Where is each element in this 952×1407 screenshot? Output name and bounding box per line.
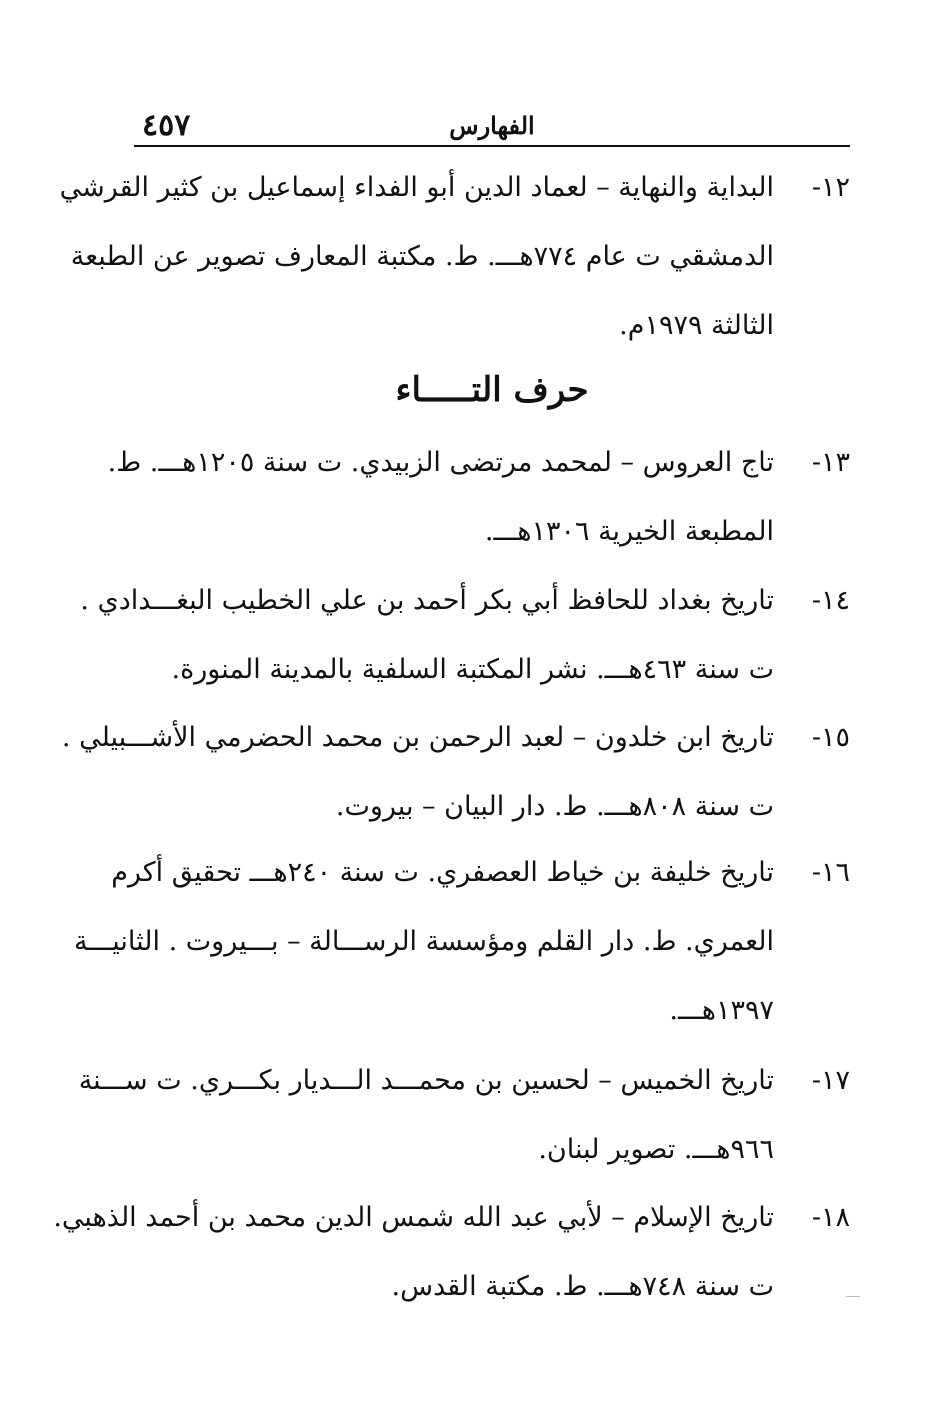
entry-line <box>134 497 850 566</box>
entry-number: ١٢- <box>811 172 850 203</box>
section-heading: حرف التـــــاء <box>395 370 589 410</box>
entry-text: الثالثة ١٩٧٩م. <box>619 310 774 341</box>
entry-number: ١٨- <box>811 1202 850 1233</box>
entry-text: ١٣٩٧هـــ. <box>669 995 774 1026</box>
entry-text: تاريخ بغداد للحافظ أبي بكر أحمد بن علي الخطيب البغـــدادي . <box>80 585 774 616</box>
entry-line <box>134 1115 850 1184</box>
entry-text: ت سنة ٤٦٣هـــ. نشر المكتبة السلفية بالمدينة المنورة. <box>171 654 774 685</box>
entry-text: تاريخ ابن خلدون – لعبد الرحمن بن محمد الحضرمي الأشـــبيلي . <box>61 722 774 753</box>
bibliography-entry-13 <box>107 428 850 566</box>
entry-line <box>134 291 850 360</box>
running-title: الفهارس <box>449 111 535 140</box>
bibliography-entry-17 <box>78 1046 850 1184</box>
entry-line <box>80 566 850 635</box>
entry-text: تاج العروس – لمحمد مرتضى الزبيدي. ت سنة ١٢٠٥هـــ. ط. <box>107 447 774 478</box>
entry-text: ت سنة ٧٤٨هـــ. ط. مكتبة القدس. <box>391 1271 774 1302</box>
entry-number: ١٧- <box>811 1065 850 1096</box>
entry-line <box>53 1183 850 1252</box>
entry-line <box>107 428 850 497</box>
header-rule <box>134 145 850 147</box>
entry-text: ٩٦٦هـــ. تصوير لبنان. <box>538 1134 774 1165</box>
entry-text: تاريخ خليفة بن خياط العصفري. ت سنة ٢٤٠هـــ تحقيق أكرم <box>111 857 774 888</box>
entry-number: ١٣- <box>811 447 850 478</box>
entry-line <box>78 1046 850 1115</box>
bibliography-entry-12 <box>59 153 850 360</box>
bibliography-entry-18 <box>53 1183 850 1321</box>
entry-number: ١٥- <box>811 722 850 753</box>
entry-line <box>134 772 850 841</box>
page-header <box>134 108 850 144</box>
bibliography-entry-14 <box>80 566 850 704</box>
entry-line <box>59 153 850 222</box>
entry-text: الدمشقي ت عام ٧٧٤هـــ. ط. مكتبة المعارف تصوير عن الطبعة <box>70 241 774 272</box>
entry-number: ١٤- <box>811 585 850 616</box>
bibliography-entry-16 <box>74 838 850 1045</box>
entry-line <box>61 703 850 772</box>
page-number: ٤٥٧ <box>142 108 191 143</box>
entry-text: تاريخ الخميس – لحسين بن محمـــد الـــديار بكـــري. ت ســـنة <box>78 1065 774 1096</box>
entry-text: العمري. ط. دار القلم ومؤسسة الرســـالة – بـــيروت . الثانيـــة <box>74 926 774 957</box>
entry-line <box>134 635 850 704</box>
bibliography-entry-15 <box>61 703 850 841</box>
entry-text: تاريخ الإسلام – لأبي عبد الله شمس الدين محمد بن أحمد الذهبي. <box>53 1202 774 1233</box>
entry-line <box>74 907 850 976</box>
entry-line <box>70 222 850 291</box>
entry-line <box>134 976 850 1045</box>
entry-text: البداية والنهاية – لعماد الدين أبو الفداء إسماعيل بن كثير القرشي <box>59 172 774 203</box>
entry-line <box>111 838 850 907</box>
entry-number: ١٦- <box>811 857 850 888</box>
scan-artifact <box>846 1296 860 1297</box>
entry-text: ت سنة ٨٠٨هـــ. ط. دار البيان – بيروت. <box>335 791 774 822</box>
entry-text: المطبعة الخيرية ١٣٠٦هـــ. <box>484 516 774 547</box>
entry-line <box>134 1252 850 1321</box>
